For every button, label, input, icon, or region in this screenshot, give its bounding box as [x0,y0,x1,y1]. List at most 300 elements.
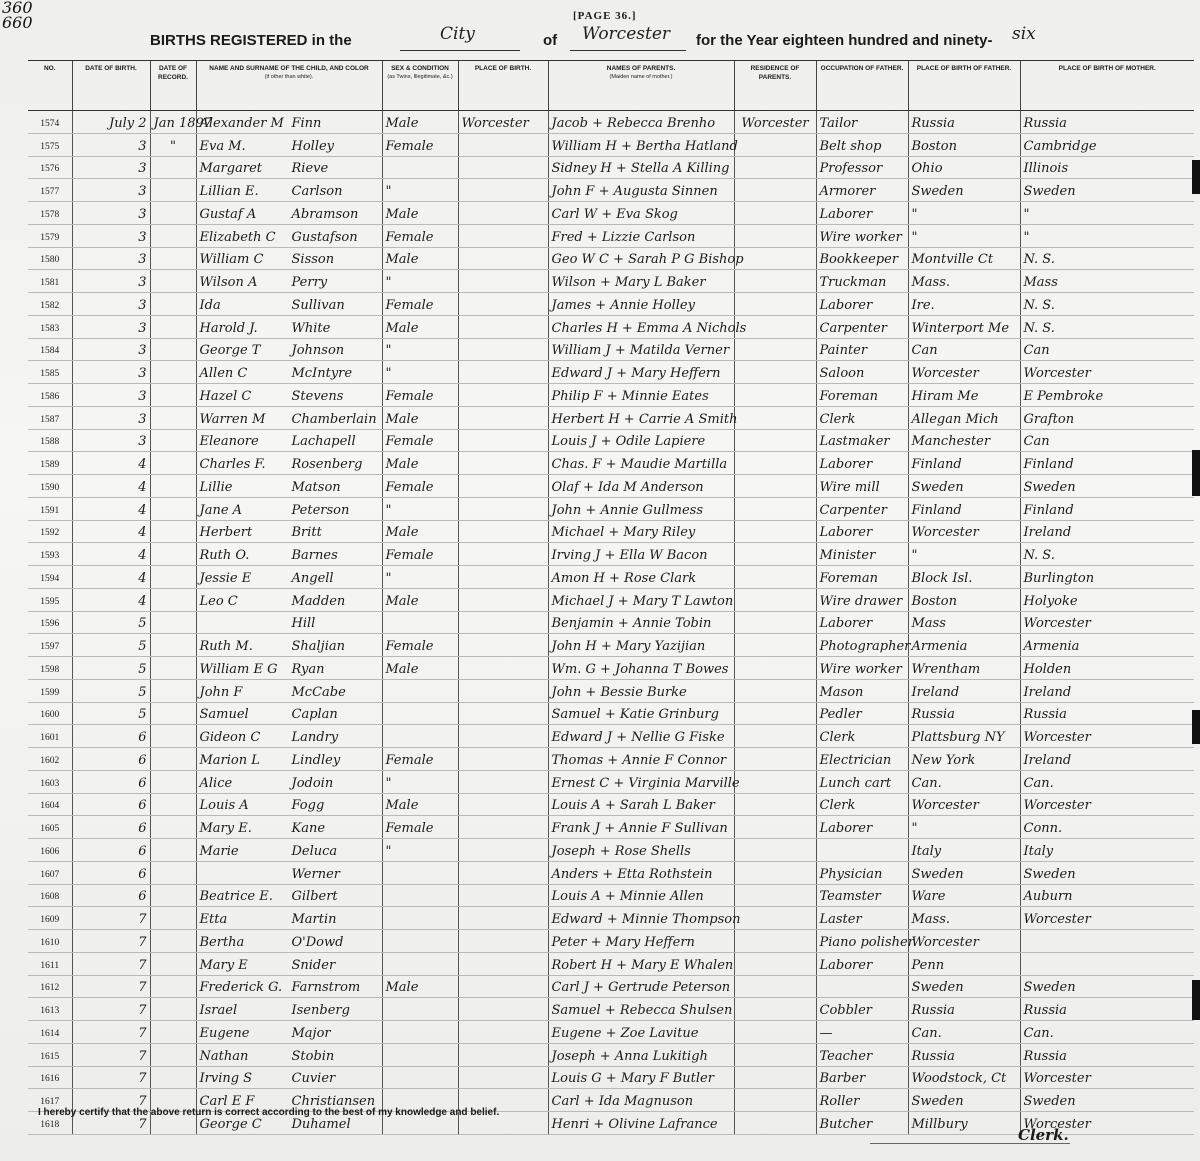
birth-day: 6 [138,730,147,745]
cell-sex [382,998,458,1021]
birth-day: 3 [138,206,147,222]
birth-day: 6 [138,821,147,836]
father-birthplace: Russia [911,115,955,131]
cell-child-name [196,588,382,611]
cell-child-name [196,202,382,225]
cell-father-birthplace [908,179,1020,202]
child-given-name: Alexander M [199,115,284,131]
entry-number: 1613 [40,1006,60,1016]
cell-date-of-record [150,748,196,771]
mother-birthplace: Russia [1023,115,1067,131]
parent-names: Edward J + Nellie G Fiske [551,730,725,745]
cell-number [28,839,72,862]
cell-number [28,497,72,520]
cell-father-birthplace [908,816,1020,839]
child-surname: Deluca [291,843,338,859]
child-surname: Cuvier [291,1071,336,1087]
cell-occupation [816,998,908,1021]
cell-mother-birthplace [1020,475,1194,498]
mother-birthplace: Worcester [1023,1071,1091,1087]
entry-number: 1595 [40,596,60,607]
cell-date-of-record [150,224,196,247]
cell-father-birthplace [908,793,1020,816]
cell-occupation [816,384,908,407]
father-birthplace: Russia [911,1048,955,1064]
birth-place: Worcester [461,115,529,131]
entry-number: 1578 [40,209,60,220]
cell-child-name [196,952,382,975]
parent-names: Geo W C + Sarah P G Bishop [551,252,744,268]
cell-child-name [196,1043,382,1066]
child-given-name: William C [199,252,264,268]
cell-child-name [196,930,382,953]
cell-mother-birthplace [1020,793,1194,816]
cell-mother-birthplace [1020,270,1194,293]
entry-number: 1577 [40,187,60,197]
cell-place-of-birth [458,816,548,839]
cell-father-birthplace [908,952,1020,975]
cell-sex [382,611,458,634]
cell-residence [734,748,816,771]
cell-mother-birthplace [1020,566,1194,589]
birth-day: 3 [138,388,147,404]
cell-father-birthplace [908,1089,1020,1112]
father-birthplace: Russia [911,707,955,723]
table-row [28,1021,1194,1044]
parent-names: John H + Mary Yazijian [551,639,706,654]
cell-date-of-birth [72,315,150,338]
parent-names: Samuel + Katie Grinburg [551,707,719,723]
cell-date-of-record [150,861,196,884]
child-sex: Male [385,411,419,427]
mother-birthplace: Worcester [1023,1116,1091,1132]
cell-date-of-birth [72,793,150,816]
cell-number [28,930,72,953]
mother-birthplace: Armenia [1023,639,1080,654]
child-sex: Female [385,548,434,563]
cell-father-birthplace [908,338,1020,361]
cell-place-of-birth [458,384,548,407]
cell-date-of-birth [72,816,150,839]
cell-place-of-birth [458,566,548,589]
child-surname: McIntyre [291,366,353,381]
child-sex: " [385,775,392,791]
cell-child-name [196,1066,382,1089]
column-header [1020,61,1194,111]
birth-day: 7 [138,1025,147,1041]
birth-day: 7 [138,1071,147,1087]
cell-occupation [816,520,908,543]
father-occupation: — [819,1025,833,1041]
cell-child-name [196,452,382,475]
cell-parents [548,930,734,953]
cell-place-of-birth [458,725,548,748]
cell-date-of-record [150,1066,196,1089]
record-date: Jan 1897 [153,115,213,131]
cell-number [28,338,72,361]
cell-residence [734,884,816,907]
father-birthplace: Hiram Me [911,388,979,404]
parent-names: Jacob + Rebecca Brenho [551,115,716,131]
cell-place-of-birth [458,179,548,202]
cell-place-of-birth [458,475,548,498]
cell-occupation [816,679,908,702]
cell-date-of-record [150,270,196,293]
cell-father-birthplace [908,224,1020,247]
cell-residence [734,975,816,998]
child-surname: Hill [291,616,316,632]
column-header [28,61,72,111]
child-surname: White [291,320,331,336]
mother-birthplace: Ireland [1023,525,1072,541]
mother-birthplace: Sweden [1023,479,1076,495]
entry-number: 1594 [40,573,60,584]
parent-names: Henri + Olivine Lafrance [551,1116,718,1132]
birth-day: 3 [138,184,147,199]
cell-date-of-birth [72,679,150,702]
cell-father-birthplace [908,861,1020,884]
cell-number [28,793,72,816]
child-surname: Gustafson [291,229,358,245]
cell-residence [734,634,816,657]
cell-date-of-birth [72,520,150,543]
child-surname: Major [291,1025,331,1041]
cell-place-of-birth [458,111,548,134]
child-given-name: Harold J. [199,320,258,336]
cell-sex [382,1066,458,1089]
father-occupation: Laborer [819,616,873,632]
table-row [28,384,1194,407]
cell-mother-birthplace [1020,452,1194,475]
birth-day: 7 [138,980,147,996]
father-occupation: Electrician [819,752,892,768]
cell-sex [382,111,458,134]
entry-number: 1601 [40,733,60,743]
parent-names: Charles H + Emma A Nichols [551,320,747,336]
child-given-name: William E G [199,661,278,677]
cell-occupation [816,725,908,748]
cell-sex [382,315,458,338]
register-rows [28,111,1194,1135]
cell-date-of-record [150,588,196,611]
mother-birthplace: Italy [1023,843,1054,859]
cell-residence [734,907,816,930]
father-birthplace: Armenia [911,639,968,654]
father-birthplace: Worcester [911,934,979,950]
parent-names: John + Annie Gullmess [551,502,703,518]
father-birthplace: Manchester [911,434,991,450]
cell-residence [734,293,816,316]
table-row [28,224,1194,247]
cell-number [28,1021,72,1044]
child-given-name: George C [199,1116,262,1132]
parent-names: Benjamin + Annie Tobin [551,616,712,632]
column-header-label: SEX & CONDITION [391,65,449,72]
cell-residence [734,247,816,270]
cell-child-name [196,884,382,907]
cell-parents [548,179,734,202]
father-birthplace: Can [911,343,938,359]
cell-residence [734,406,816,429]
child-given-name: Etta [199,912,228,927]
birth-day: 3 [138,252,147,268]
father-occupation: Photographer [819,639,911,654]
column-header-note: (Maiden name of mother.) [609,74,673,80]
cell-child-name [196,725,382,748]
column-header [548,61,734,111]
entry-number: 1583 [40,323,60,334]
mother-birthplace: Worcester [1023,798,1091,814]
cell-date-of-birth [72,270,150,293]
cell-occupation [816,1043,908,1066]
cell-occupation [816,611,908,634]
birth-day: 4 [138,570,147,586]
cell-date-of-record [150,566,196,589]
cell-sex [382,588,458,611]
entry-number: 1615 [40,1051,60,1062]
cell-parents [548,1021,734,1044]
table-row [28,611,1194,634]
cell-residence [734,770,816,793]
cell-number [28,566,72,589]
cell-place-of-birth [458,702,548,725]
cell-date-of-birth [72,361,150,384]
folio-number-top: 360 [2,0,33,17]
cell-date-of-record [150,429,196,452]
entry-number: 1616 [40,1074,60,1085]
cell-sex [382,384,458,407]
parent-names: Frank J + Annie F Sullivan [551,821,728,836]
father-birthplace: Ire. [911,297,935,313]
mother-birthplace: Grafton [1023,411,1075,427]
child-sex: Female [385,752,434,768]
cell-sex [382,861,458,884]
cell-father-birthplace [908,588,1020,611]
mother-birthplace: Can [1023,343,1050,359]
cell-mother-birthplace [1020,179,1194,202]
cell-occupation [816,975,908,998]
child-given-name: Jane A [199,502,243,518]
cell-father-birthplace [908,202,1020,225]
title-prefix: BIRTHS REGISTERED in the [150,32,352,49]
cell-child-name [196,839,382,862]
child-given-name: Leo C [199,593,238,609]
cell-occupation [816,566,908,589]
father-birthplace: Millbury [911,1116,968,1132]
cell-parents [548,156,734,179]
cell-father-birthplace [908,884,1020,907]
cell-date-of-birth [72,338,150,361]
cell-date-of-birth [72,907,150,930]
entry-number: 1597 [40,642,60,652]
parent-names: Carl W + Eva Skog [551,206,678,222]
cell-mother-birthplace [1020,520,1194,543]
mother-birthplace: Sweden [1023,980,1076,996]
child-surname: Rosenberg [291,457,363,472]
cell-place-of-birth [458,907,548,930]
cell-place-of-birth [458,861,548,884]
title-place-underline [570,50,686,51]
father-birthplace: Plattsburg NY [911,730,1005,745]
father-occupation: Painter [819,343,868,359]
cell-date-of-birth [72,406,150,429]
cell-place-of-birth [458,770,548,793]
cell-occupation [816,202,908,225]
father-occupation: Piano polisher [819,934,914,950]
cell-sex [382,816,458,839]
cell-date-of-record [150,952,196,975]
mother-birthplace: Holden [1023,661,1072,677]
certification-statement: I hereby certify that the above return is correct according to the best of my knowledge and belief. [38,1107,500,1118]
cell-parents [548,202,734,225]
cell-child-name [196,748,382,771]
child-surname: Christiansen [291,1094,376,1109]
father-occupation: Foreman [819,388,878,404]
father-birthplace: Worcester [911,798,979,814]
table-row [28,793,1194,816]
parent-names: Ernest C + Virginia Marville [551,775,740,791]
child-sex: Male [385,115,419,131]
cell-number [28,247,72,270]
child-given-name: Lillian E. [199,184,259,199]
parent-names: Robert H + Mary E Whalen [551,957,734,973]
cell-date-of-birth [72,884,150,907]
mother-birthplace: Russia [1023,707,1067,723]
cell-sex [382,793,458,816]
cell-residence [734,1066,816,1089]
cell-child-name [196,634,382,657]
cell-father-birthplace [908,998,1020,1021]
page-number-label: [PAGE 36.] [573,10,637,22]
child-given-name: Nathan [199,1048,249,1064]
cell-father-birthplace [908,930,1020,953]
cell-parents [548,1089,734,1112]
parent-names: Peter + Mary Heffern [551,934,695,950]
father-occupation: Wire mill [819,479,880,495]
cell-father-birthplace [908,611,1020,634]
father-occupation: Laborer [819,206,873,222]
entry-number: 1574 [40,118,60,129]
mother-birthplace: E Pembroke [1023,388,1104,404]
cell-parents [548,884,734,907]
parent-names: Louis J + Odile Lapiere [551,434,706,450]
table-row [28,179,1194,202]
cell-sex [382,748,458,771]
entry-number: 1585 [40,369,60,379]
cell-sex [382,361,458,384]
cell-residence [734,338,816,361]
cell-number [28,475,72,498]
cell-parents [548,1043,734,1066]
cell-place-of-birth [458,657,548,680]
child-given-name: Ida [199,297,221,313]
parent-names: Thomas + Annie F Connor [551,752,727,768]
father-occupation: Wire worker [819,661,902,677]
column-header-label: NO. [43,65,56,72]
cell-mother-birthplace [1020,224,1194,247]
child-sex: Female [385,297,434,313]
cell-father-birthplace [908,839,1020,862]
column-header-note: (if other than white). [264,74,314,80]
entry-number: 1575 [40,141,60,152]
father-birthplace: Italy [911,843,942,859]
cell-child-name [196,475,382,498]
cell-parents [548,224,734,247]
father-birthplace: Russia [911,1003,955,1018]
table-row [28,566,1194,589]
mother-birthplace: Burlington [1023,570,1095,586]
cell-occupation [816,1021,908,1044]
cell-number [28,315,72,338]
father-birthplace: Allegan Mich [911,411,999,427]
title-place: Worcester [582,24,671,44]
father-occupation: Laborer [819,297,873,313]
cell-child-name [196,702,382,725]
column-header-label: NAMES OF PARENTS. [606,65,676,72]
cell-mother-birthplace [1020,1089,1194,1112]
child-surname: Stevens [291,388,344,404]
father-occupation: Minister [819,548,876,563]
cell-place-of-birth [458,952,548,975]
child-given-name: Israel [199,1003,238,1018]
birth-day: 3 [138,297,147,313]
mother-birthplace: Mass [1023,275,1058,290]
cell-number [28,1043,72,1066]
table-row [28,816,1194,839]
cell-place-of-birth [458,884,548,907]
child-given-name: Herbert [199,525,253,541]
birth-day: 4 [138,548,147,563]
cell-residence [734,793,816,816]
cell-mother-birthplace [1020,429,1194,452]
birth-day: 7 [138,1003,147,1018]
mother-birthplace: Auburn [1023,889,1073,905]
cell-date-of-birth [72,202,150,225]
entry-number: 1617 [40,1097,60,1107]
column-header [150,61,196,111]
cell-occupation [816,475,908,498]
table-row [28,952,1194,975]
birth-month: July [108,115,135,131]
cell-number [28,1066,72,1089]
birth-day: 3 [138,229,147,245]
child-sex: Female [385,434,434,450]
cell-parents [548,975,734,998]
cell-date-of-record [150,907,196,930]
cell-parents [548,816,734,839]
father-birthplace: Finland [911,457,962,472]
father-occupation: Cobbler [819,1003,872,1018]
cell-number [28,907,72,930]
page-folio-number [2,0,33,30]
births-register-table [28,60,1194,1135]
child-surname: Angell [291,570,334,586]
cell-mother-birthplace [1020,133,1194,156]
birth-day: 5 [138,639,147,654]
cell-child-name [196,611,382,634]
child-surname: Isenberg [291,1003,350,1018]
cell-number [28,611,72,634]
father-birthplace: Mass. [911,912,951,927]
cell-child-name [196,1021,382,1044]
child-surname: Peterson [291,502,350,518]
child-sex: " [385,502,392,518]
cell-place-of-birth [458,1021,548,1044]
column-header [72,61,150,111]
entry-number: 1608 [40,892,60,903]
cell-number [28,952,72,975]
cell-parents [548,520,734,543]
